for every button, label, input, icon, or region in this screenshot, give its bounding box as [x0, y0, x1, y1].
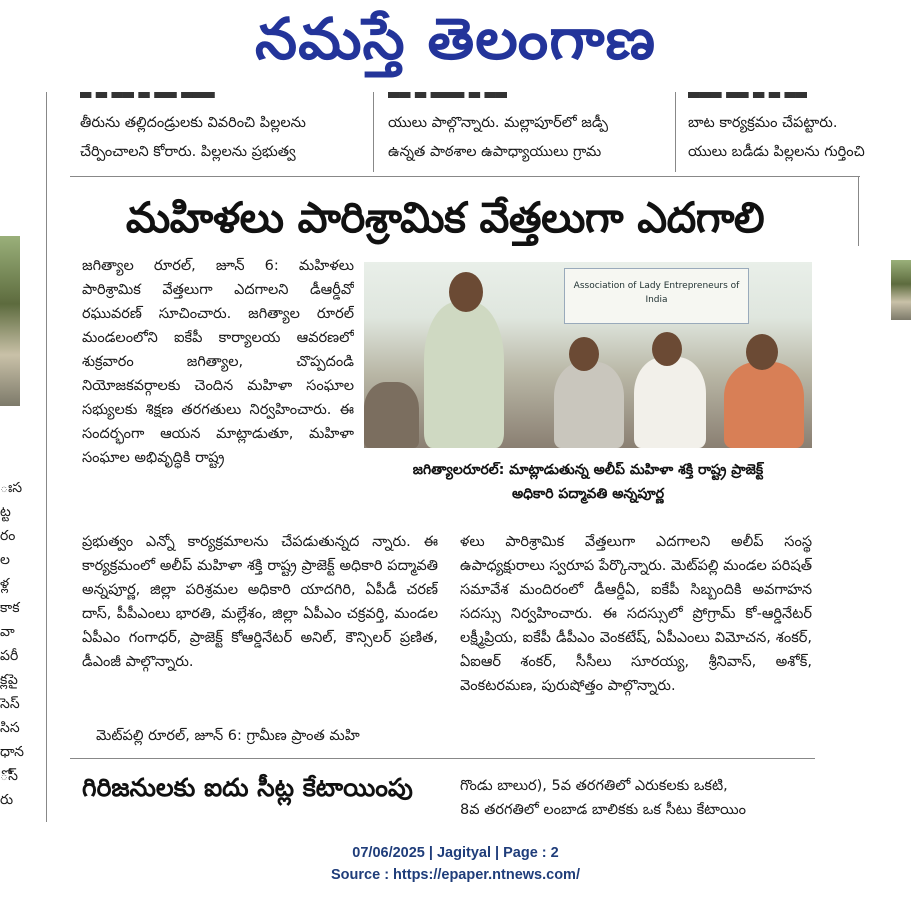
section-divider: [70, 176, 860, 177]
article-body-top: జగిత్యాల రూరల్, జూన్ 6: మహిళలు పారిశ్రామిక వేత్తలుగా ఎదగాలని డీఆర్డీవో రఘువరణ్ సూచించారు. జగిత్యాల రూరల్ మండలంలోని ఐకేపీ కార్యాలయ ఆవరణలో శుక్రవారం జగిత్యాల, చొప్పదండి నియోజకవర్గాలకు చెందిన మహిళా సంఘాల సభ్యులకు శిక్షణ తరగతులు నిర్వహించారు. ఈ సందర్భంగా ఆయన మాట్లాడుతూ, మహిళా సంఘాల అభివృద్ధికి రాష్ట్ర: [82, 258, 354, 466]
fragment-text: ట్ట: [0, 504, 11, 520]
page-footer: [0, 842, 911, 886]
fragment-text: ోస్: [0, 768, 18, 784]
column-divider: [373, 92, 374, 172]
section-divider: [70, 758, 815, 759]
top-strip-column-1: ▀ ▀ ▀▀ ▀ ▀▀ ▀▀▀ తీరును తల్లిదండ్రులకు వివరించి పిల్లలను చేర్పించాలని కోరారు. పిల్లలను ప్రభుత్వ: [80, 92, 370, 170]
right-edge-fragment: [891, 260, 911, 320]
masthead: [0, 0, 911, 90]
fragment-text: ల: [0, 552, 10, 568]
strip-line: యులు పాల్గొన్నారు. మల్లాపూర్‌లో జడ్పీ: [388, 115, 608, 131]
strip-line: యులు బడీడు పిల్లలను గుర్తించి: [688, 144, 865, 160]
fragment-text: రు: [0, 792, 14, 808]
fragment-text: ళ్ల: [0, 576, 10, 592]
article-headline: మహిళలు పారిశ్రామిక వేత్తలుగా ఎదగాలి: [125, 193, 765, 242]
article-body-bottom-right: ళలు పారిశ్రామిక వేత్తలుగా ఎదగాలని అలీప్ సంస్థ ఉపాధ్యక్షురాలు స్వరూప పేర్కొన్నారు. మెట్‌పల్లి మండల పరిషత్ సమావేశ మందిరంలో డీఆర్డీఏ, ఐకేపీ సిబ్బందికి అవగాహన సదస్సు నిర్వహించారు. ఈ సదస్సులో ప్రోగ్రామ్ కో-ఆర్డినేటర్ లక్ష్మీప్రియ, ఐకేపీ డీపీఎం వెంకటేష్, ఏపీఎంలు విమోచన, శంకర్, ఏఐఆర్ శంకర్, సీసీలు సూరయ్య, శ్రీనివాస్, అశోక్, వెంకటరమణ, పురుషోత్తం పాల్గొన్నారు.: [460, 534, 812, 694]
photo-banner: Association of Lady Entrepreneurs of India: [564, 268, 749, 324]
fragment-text: క్లపై: [0, 672, 18, 688]
fragment-text: ఃస: [0, 480, 23, 496]
column-divider: [858, 176, 859, 246]
strip-line: తీరును తల్లిదండ్రులకు వివరించి పిల్లలను: [80, 115, 306, 131]
edition-info: 07/06/2025 | Jagityal | Page : 2: [352, 845, 559, 861]
left-column-fragment: [0, 96, 24, 816]
column-divider: [675, 92, 676, 172]
top-strip-column-2: ▀▀ ▀ ▀▀▀ ▀ ▀▀ యులు పాల్గొన్నారు. మల్లాపూర్‌లో జడ్పీ ఉన్నత పాఠశాల ఉపాధ్యాయులు గ్రామ: [388, 92, 673, 170]
top-strip-column-3: ▀▀▀ ▀▀ ▀ ▀ ▀▀ బాట కార్యక్రమం చేపట్టారు. యులు బడీడు పిల్లలను గుర్తించి: [688, 92, 908, 170]
newspaper-title: నమస్తే తెలంగాణ: [254, 6, 657, 73]
fragment-text: రం: [0, 528, 16, 544]
photo-caption: జగిత్యాలరూరల్: మాట్లాడుతున్న అలీప్ మహిళా శక్తి రాష్ట్ర ప్రాజెక్ట్ అధికారి పద్మావతి అన్నపూర్ణ: [412, 462, 764, 502]
fragment-text: కాక: [0, 600, 20, 616]
strip-line: చేర్పించాలని కోరారు. పిల్లలను ప్రభుత్వ: [80, 144, 296, 160]
strip-line: బాట కార్యక్రమం చేపట్టారు.: [688, 115, 838, 131]
article-body-bottom-left: ప్రభుత్వం ఎన్నో కార్యక్రమాలను చేపడుతున్నద న్నారు. ఈ కార్యక్రమంలో అలీప్ మహిళా శక్తి రాష్ట్ర ప్రాజెక్ట్ అధికారి పద్మావతి అన్నపూర్ణ, జిల్లా పరిశ్రమల అధికారి యాదగిరి, ఏపీడీ చరణ్ దాస్, పీపీఎంలు భారతి, మల్లేశం, జిల్లా ఏపీఎం చక్రవర్తి, మండల ఏపీఎం గంగాధర్, ప్రాజెక్ట్ కోఆర్డినేటర్ అనిల్, కౌన్సిలర్ ప్రణిత, డీఎంజీ పాల్గొన్నారు.: [82, 534, 438, 670]
second-article-headline: గిరిజనులకు ఐదు సీట్ల కేటాయింపు: [82, 773, 413, 802]
photo-fragment: [0, 236, 20, 406]
fragment-text: పరీ: [0, 648, 19, 664]
fragment-text: సెస్: [0, 696, 20, 712]
fragment-text: ధాన: [0, 744, 24, 760]
source-link[interactable]: Source : https://epaper.ntnews.com/: [331, 867, 580, 883]
article-photo: [364, 262, 812, 448]
fragment-text: వా: [0, 624, 15, 640]
strip-line: ఉన్నత పాఠశాల ఉపాధ్యాయులు గ్రామ: [388, 144, 602, 160]
column-divider: [46, 92, 47, 822]
article-body-tail: మెట్‌పల్లి రూరల్, జూన్ 6: గ్రామీణ ప్రాంత మహి: [96, 728, 360, 744]
fragment-text: సిస: [0, 720, 20, 736]
second-article-body: గొండు బాలుర), 5వ తరగతిలో ఎరుకలకు ఒకటి, 8వ తరగతిలో లంబాడ బాలికకు ఒక సీటు కేటాయిం: [460, 778, 746, 818]
